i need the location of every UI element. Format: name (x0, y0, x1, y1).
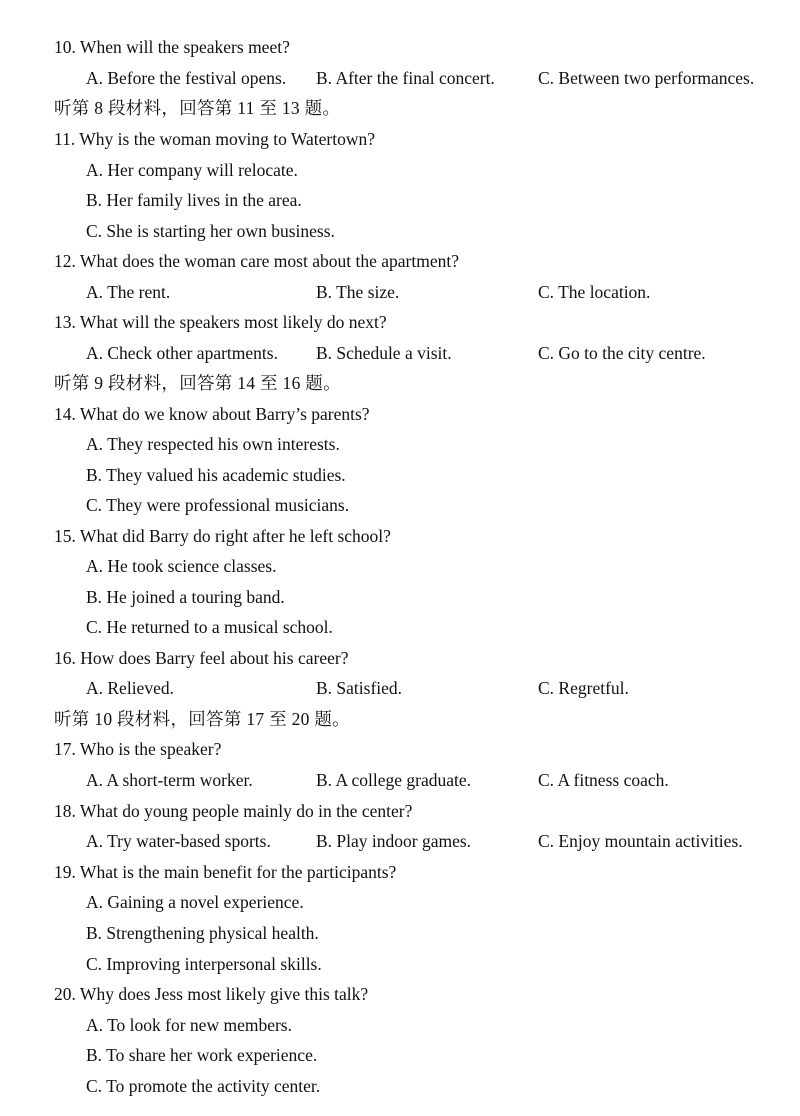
question-20-option-a: A. To look for new members. (86, 1015, 292, 1035)
question-17-options (0, 765, 800, 795)
question-17-option-b: B. A college graduate. (316, 770, 472, 790)
question-10-stem: 10. When will the speakers meet? (54, 37, 290, 57)
question-18-option-a: A. Try water-based sports. (86, 831, 271, 851)
question-16-option-b: B. Satisfied. (316, 678, 403, 698)
question-11-stem: 11. Why is the woman moving to Watertown? (54, 129, 375, 149)
question-13-option-b: B. Schedule a visit. (316, 343, 452, 363)
question-10-option-a: A. Before the festival opens. (86, 68, 287, 88)
question-16-options (0, 673, 800, 703)
question-12-options (0, 277, 800, 307)
section-8-instruction: 听第 8 段材料，回答第 11 至 13 题。 (54, 98, 341, 118)
question-19-stem: 19. What is the main benefit for the participants? (54, 862, 397, 882)
question-14-option-a: A. They respected his own interests. (86, 434, 340, 454)
question-19-option-a: A. Gaining a novel experience. (86, 892, 304, 912)
question-20-option-c: C. To promote the activity center. (86, 1076, 321, 1096)
question-10-option-c: C. Between two performances. (538, 68, 755, 88)
section-9-instruction: 听第 9 段材料，回答第 14 至 16 题。 (54, 373, 341, 393)
question-11-option-c: C. She is starting her own business. (86, 221, 335, 241)
question-10-option-b: B. After the final concert. (316, 68, 495, 88)
question-14-option-b: B. They valued his academic studies. (86, 465, 346, 485)
question-13-option-c: C. Go to the city centre. (538, 343, 706, 363)
question-13-option-a: A. Check other apartments. (86, 343, 278, 363)
question-20-stem: 20. Why does Jess most likely give this talk? (54, 984, 369, 1004)
question-18-options (0, 826, 800, 856)
question-19-option-b: B. Strengthening physical health. (86, 923, 319, 943)
question-17-stem: 17. Who is the speaker? (54, 739, 222, 759)
question-14-stem: 14. What do we know about Barry’s parents? (54, 404, 370, 424)
question-15-option-a: A. He took science classes. (86, 556, 277, 576)
question-20-option-b: B. To share her work experience. (86, 1045, 318, 1065)
question-13-stem: 13. What will the speakers most likely do next? (54, 312, 387, 332)
question-18-stem: 18. What do young people mainly do in the center? (54, 801, 413, 821)
question-16-stem: 16. How does Barry feel about his career? (54, 648, 349, 668)
question-19-option-c: C. Improving interpersonal skills. (86, 954, 322, 974)
question-15-option-c: C. He returned to a musical school. (86, 617, 333, 637)
question-13-options (0, 338, 800, 368)
question-12-stem: 12. What does the woman care most about the apartment? (54, 251, 459, 271)
section-10-instruction: 听第 10 段材料，回答第 17 至 20 题。 (54, 709, 350, 729)
question-11-option-b: B. Her family lives in the area. (86, 190, 302, 210)
question-12-option-b: B. The size. (316, 282, 400, 302)
question-15-stem: 15. What did Barry do right after he left school? (54, 526, 391, 546)
question-16-option-c: C. Regretful. (538, 678, 629, 698)
question-14-option-c: C. They were professional musicians. (86, 495, 350, 515)
question-15-option-b: B. He joined a touring band. (86, 587, 285, 607)
question-16-option-a: A. Relieved. (86, 678, 174, 698)
question-18-option-c: C. Enjoy mountain activities. (538, 831, 743, 851)
question-12-option-a: A. The rent. (86, 282, 171, 302)
question-12-option-c: C. The location. (538, 282, 651, 302)
question-17-option-c: C. A fitness coach. (538, 770, 669, 790)
question-10-options (0, 63, 800, 93)
question-18-option-b: B. Play indoor games. (316, 831, 472, 851)
question-17-option-a: A. A short-term worker. (86, 770, 253, 790)
question-11-option-a: A. Her company will relocate. (86, 160, 298, 180)
